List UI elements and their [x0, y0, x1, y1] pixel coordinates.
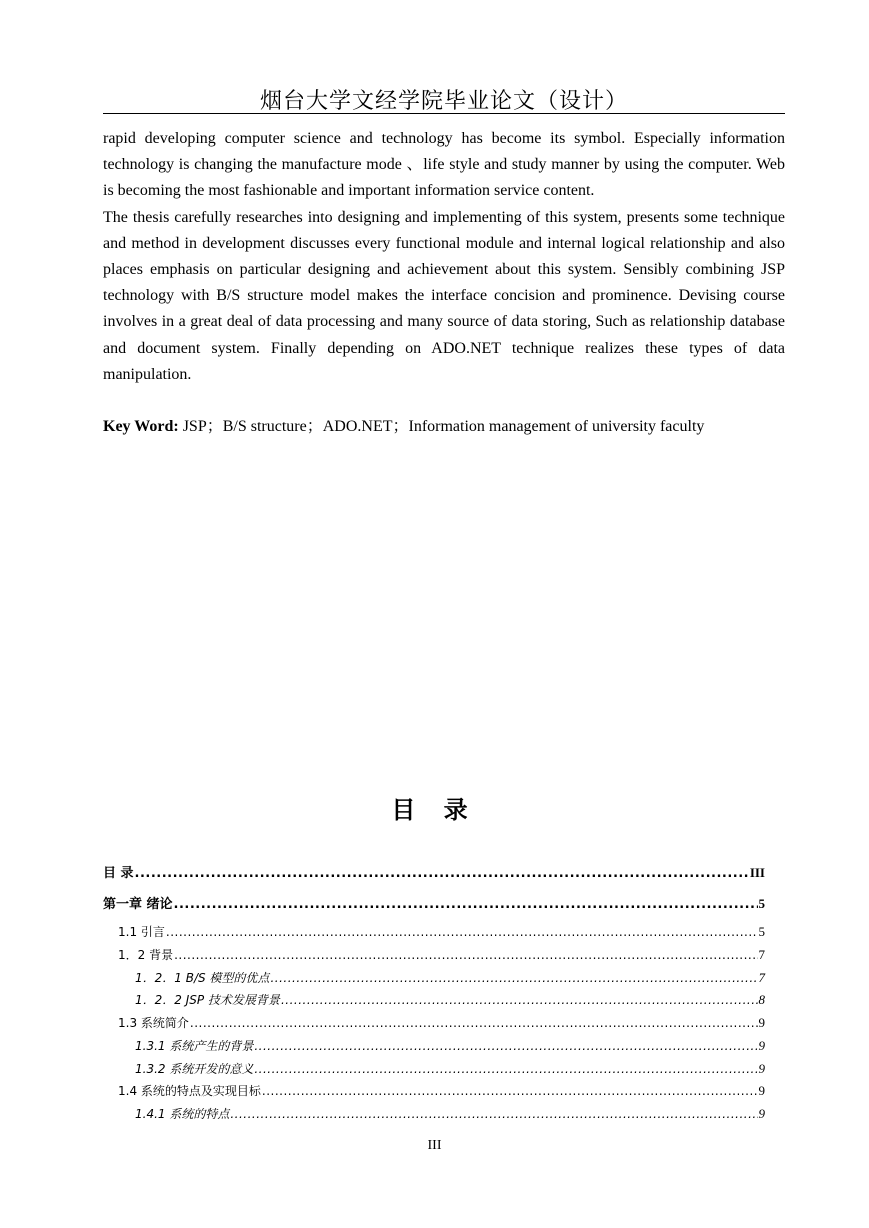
toc-entry-page: 7 [758, 970, 765, 985]
toc-leader [174, 948, 757, 962]
toc-entry-label: 1．2．1 B/S 模型的优点 [135, 971, 270, 985]
toc-entry-1-3-2[interactable] [103, 1060, 765, 1077]
toc-entry-label: 目 录 [103, 866, 134, 881]
toc-entry-page: 9 [758, 1083, 765, 1098]
toc-leader [190, 1016, 758, 1030]
keywords-text: JSP；B/S structure；ADO.NET；Information management of university faculty [178, 418, 705, 435]
toc-leader [254, 1039, 757, 1053]
toc-leader [262, 1084, 758, 1098]
page-number: III [427, 1138, 442, 1153]
toc-entry-page: 7 [758, 947, 765, 962]
toc-leader [281, 993, 758, 1007]
toc-entry-1-3-1[interactable] [103, 1037, 765, 1054]
toc-leader [174, 897, 758, 912]
toc-entry-1-2-1[interactable] [103, 969, 765, 986]
keywords-line [103, 413, 785, 436]
toc-entry-page: 8 [758, 992, 765, 1007]
toc-entry-page: 9 [758, 1061, 765, 1076]
keywords-label: Key Word: [103, 418, 179, 435]
toc-entry-label: 1.4.1 系统的特点 [135, 1107, 230, 1121]
toc-leader [135, 866, 749, 881]
toc-title: 目 录 [391, 796, 478, 824]
toc-leader [230, 1107, 757, 1121]
toc-entry-label: 1.3.1 系统产生的背景 [135, 1039, 254, 1053]
toc-entry-1-4[interactable] [103, 1082, 765, 1099]
toc-entry-page: 9 [758, 1038, 765, 1053]
toc-entry-page: 5 [758, 896, 765, 911]
toc-entry-1-1[interactable] [103, 923, 765, 940]
toc-entry-chapter-1[interactable] [103, 893, 765, 912]
toc-entry-label: 1.3.2 系统开发的意义 [135, 1062, 254, 1076]
toc-entry-1-2[interactable] [103, 946, 765, 963]
toc-entry-label: 1.4 系统的特点及实现目标 [118, 1084, 261, 1098]
abstract-body [103, 126, 785, 388]
toc-entry-label: 第一章 绪论 [103, 897, 173, 912]
header-rule [103, 113, 785, 114]
toc-leader [166, 925, 758, 939]
toc-entry-label: 1.3 系统简介 [118, 1016, 189, 1030]
toc-entry-page: 9 [758, 1106, 765, 1121]
abstract-paragraph-2: The thesis carefully researches into designing and implementing of this system, presents some technique and method in development discusses every functional module and internal logical relationship and also places emphasis on particular designing and achievement about this system. Sensibly combining JSP technology with B/S structure model makes the interface concision and prominence. Devising course involves in a great deal of data processing and many source of data storing, Such as relationship database and document system. Finally depending on ADO.NET technique realizes these types of data manipulation. [103, 208, 785, 383]
toc-entry-contents[interactable] [103, 862, 765, 881]
toc-entry-label: 1．2．2 JSP 技术发展背景 [135, 993, 280, 1007]
toc-entry-1-2-2[interactable] [103, 991, 765, 1008]
toc-leader [254, 1062, 757, 1076]
abstract-paragraph-1: rapid developing computer science and technology has become its symbol. Especially information technology is changing the manufacture mode 、life style and study manner by using the computer. Web is becoming the most fashionable and important information service content. [103, 130, 785, 200]
toc-leader [270, 971, 757, 985]
toc-entry-page: III [749, 865, 765, 880]
toc-entry-1-4-1[interactable] [103, 1105, 765, 1122]
page-header-title: 烟台大学文经学院毕业论文（设计） [259, 88, 628, 113]
toc-entry-1-3[interactable] [103, 1014, 765, 1031]
toc-entry-label: 1.1 引言 [118, 925, 165, 939]
toc-entry-page: 9 [758, 1015, 765, 1030]
toc-entry-page: 5 [758, 924, 765, 939]
toc-entry-label: 1．2 背景 [118, 948, 174, 962]
